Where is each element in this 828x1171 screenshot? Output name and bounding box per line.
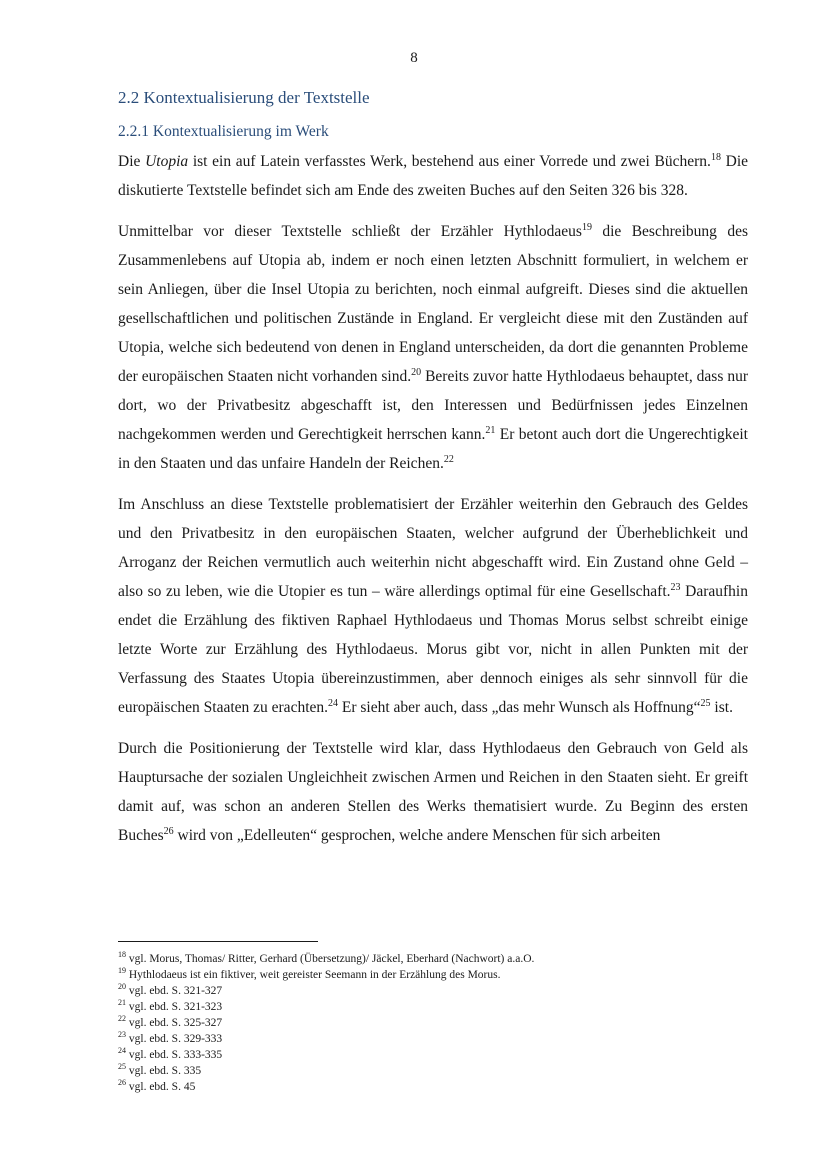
footnote-number: 18 (118, 950, 126, 960)
footnote-text: vgl. ebd. S. 321-327 (126, 985, 223, 997)
page-number: 8 (410, 50, 418, 66)
footnote (118, 1015, 748, 1031)
text-run: Er betont auch dort die Ungerechtigkeit in den Staaten und das unfaire Handeln der Reichen. (118, 426, 748, 472)
footnote-ref[interactable]: 25 (700, 697, 711, 709)
footnote-ref[interactable]: 18 (710, 151, 721, 163)
footnote-number: 26 (118, 1078, 126, 1088)
footnote (118, 951, 748, 967)
paragraph-2 (118, 217, 748, 478)
footnote-ref[interactable]: 19 (581, 221, 592, 233)
footnote-ref[interactable]: 20 (411, 366, 422, 378)
text-run: Im Anschluss an diese Textstelle problematisiert der Erzähler weiterhin den Gebrauch des Geldes und den Privatbesitz in den europäischen Staaten, welcher aufgrund der Überheblichkeit und Arroganz der Reichen vermutlich auch weiterhin nicht abgeschafft wird. Ein Zustand ohne Geld – also so zu leben, wie die Utopier es tun – wäre allerdings optimal für eine Gesellschaft. (118, 496, 748, 600)
text-run: wird von „Edelleuten“ gesprochen, welche andere Menschen für sich arbeiten (173, 827, 661, 844)
section-heading: 2.2 Kontextualisierung der Textstelle (118, 88, 370, 107)
paragraph-3 (118, 490, 748, 722)
footnote-number: 21 (118, 998, 126, 1008)
footnote-text: vgl. ebd. S. 45 (126, 1081, 196, 1093)
footnote-text: vgl. ebd. S. 325-327 (126, 1017, 223, 1029)
footnote-number: 22 (118, 1014, 126, 1024)
footnote (118, 1031, 748, 1047)
footnote-number: 23 (118, 1030, 126, 1040)
footnote-ref[interactable]: 24 (328, 697, 339, 709)
text-run: Durch die Positionierung der Textstelle wird klar, dass Hythlodaeus den Gebrauch von Geld als Hauptursache der sozialen Ungleichheit zwischen Armen und Reichen in den Staaten sieht. Er greift damit auf, was schon an anderen Stellen des Werks thematisiert wurde. Zu Beginn des ersten Buches (118, 740, 748, 844)
footnote-number: 24 (118, 1046, 126, 1056)
footnote-ref[interactable]: 22 (443, 453, 454, 465)
footnote (118, 1047, 748, 1063)
text-run: die Beschreibung des Zusammenlebens auf Utopia ab, indem er noch einen letzten Abschnitt formuliert, in welchem er sein Anliegen, über die Insel Utopia zu berichten, noch einmal aufgreift. Dieses sind die aktuellen gesellschaftlichen und politischen Zustände in England. Er vergleicht diese mit den Zuständen auf Utopia, welche sich bedeutend von denen in England unterscheiden, da dort die genannten Probleme der europäischen Staaten nicht vorhanden sind. (118, 223, 748, 385)
body-text (118, 147, 748, 862)
footnote (118, 1063, 748, 1079)
footnote-number: 25 (118, 1062, 126, 1072)
footnote (118, 1079, 748, 1095)
footnote-text: Hythlodaeus ist ein fiktiver, weit gereister Seemann in der Erzählung des Morus. (126, 969, 501, 981)
text-run: Daraufhin endet die Erzählung des fiktiven Raphael Hythlodaeus und Thomas Morus selbst schreibt einige letzte Worte zur Erzählung des Hythlodaeus. Morus gibt vor, nicht in allen Punkten mit der Verfassung des Staates Utopia übereinzustimmen, aber dennoch einiges als sehr sinnvoll für die europäischen Staaten zu erachten. (118, 583, 748, 716)
footnote-separator (118, 941, 318, 942)
footnote-text: vgl. ebd. S. 335 (126, 1065, 202, 1077)
text-run: Die diskutierte Textstelle befindet sich am Ende des zweiten Buches auf den Seiten 326 bis 328. (118, 153, 749, 199)
footnote-ref[interactable]: 26 (163, 825, 174, 837)
paragraph-4 (118, 734, 748, 850)
text-run: Bereits zuvor hatte Hythlodaeus behauptet, dass nur dort, wo der Privatbesitz abgeschafft ist, den Interessen und Bedürfnissen jedes Einzelnen nachgekommen werden und Gerechtigkeit herrschen kann. (118, 368, 748, 443)
footnote-text: vgl. ebd. S. 321-323 (126, 1001, 223, 1013)
text-run: ist ein auf Latein verfasstes Werk, bestehend aus einer Vorrede und zwei Büchern. (188, 153, 711, 170)
footnote-ref[interactable]: 23 (670, 581, 681, 593)
text-run-italic: Utopia (145, 153, 189, 170)
footnote-text: vgl. Morus, Thomas/ Ritter, Gerhard (Übersetzung)/ Jäckel, Eberhard (Nachwort) a.a.O. (126, 953, 535, 965)
footnote-number: 19 (118, 966, 126, 976)
text-run: Unmittelbar vor dieser Textstelle schließt der Erzähler Hythlodaeus (118, 223, 582, 240)
footnote-ref[interactable]: 21 (485, 424, 496, 436)
footnote-number: 20 (118, 982, 126, 992)
text-run: ist. (710, 699, 733, 716)
footnote-text: vgl. ebd. S. 333-335 (126, 1049, 223, 1061)
paragraph-1 (118, 147, 748, 205)
text-run: Er sieht aber auch, dass „das mehr Wunsch als Hoffnung“ (338, 699, 701, 716)
footnote (118, 967, 748, 983)
footnote-text: vgl. ebd. S. 329-333 (126, 1033, 223, 1045)
subsection-heading: 2.2.1 Kontextualisierung im Werk (118, 123, 329, 140)
footnote (118, 983, 748, 999)
footnotes (118, 951, 748, 1095)
footnote (118, 999, 748, 1015)
text-run: Die (118, 153, 146, 170)
